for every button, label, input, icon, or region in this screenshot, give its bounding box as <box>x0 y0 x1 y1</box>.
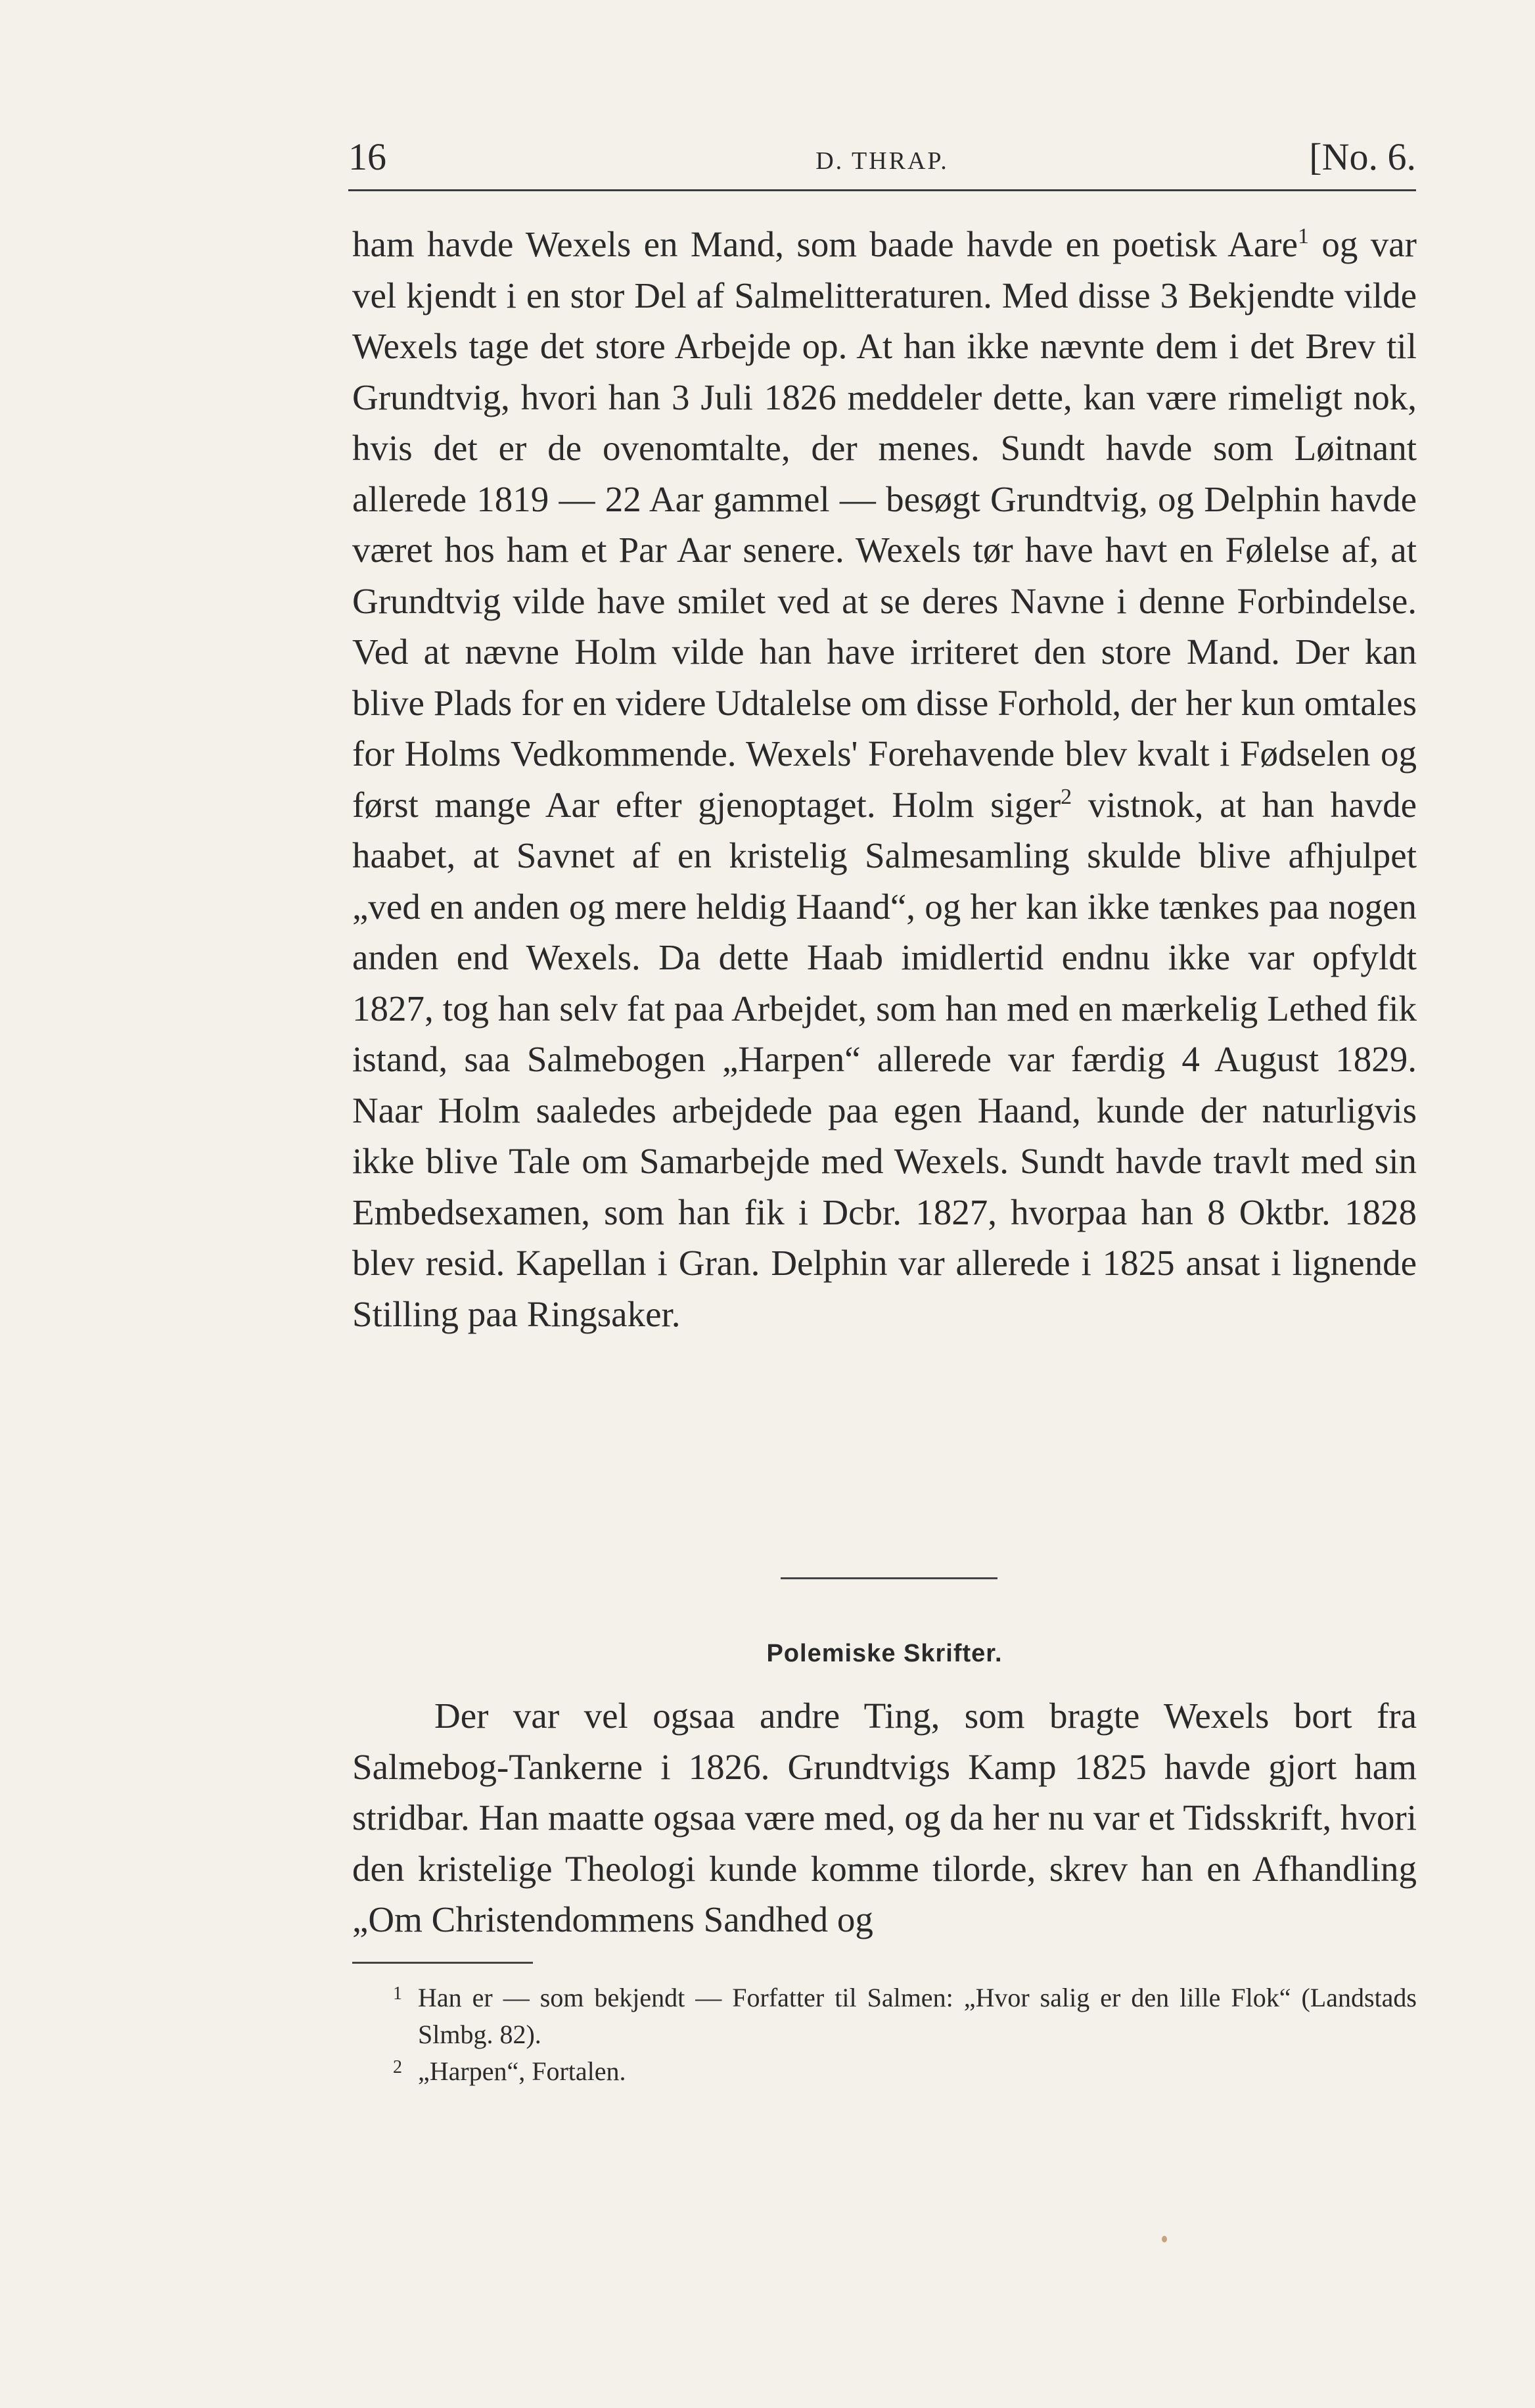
issue-number: [No. 6. <box>1309 135 1416 178</box>
paper-speck <box>1162 2236 1167 2242</box>
section-paragraph: Der var vel ogsaa andre Ting, som bragte Wexels bort fra Salmebog-Tankerne i 1826. Grundtvigs Kamp 1825 havde gjort ham stridbar. Han maatte ogsaa være med, og da her nu var et Tidsskrift, hvori den kristelige Theologi kunde komme tilorde, skrev han en Afhandling „Om Christendommens Sandhed og <box>352 1696 1417 1939</box>
section-divider <box>781 1577 997 1579</box>
page-number: 16 <box>348 135 386 178</box>
main-text <box>352 219 1417 1339</box>
body-text-part-1: ham havde Wexels en Mand, som baade havde en poetisk Aare <box>352 224 1298 264</box>
header-rule <box>348 189 1416 191</box>
footnote-text: Han er — som bekjendt — Forfatter til Salmen: „Hvor salig er den lille Flok“ (Landstads Slmbg. 82). <box>418 1983 1417 2049</box>
footnote-marker-2: 2 <box>1061 784 1072 809</box>
footnote-number: 2 <box>393 2057 402 2077</box>
footnote-text: „Harpen“, Fortalen. <box>418 2056 626 2086</box>
footnote-2 <box>352 2053 1417 2090</box>
footnote-marker-1: 1 <box>1298 224 1310 248</box>
body-text-part-3: vistnok, at han havde haabet, at Savnet af en kristelig Salmesamling skulde blive afhjulpet „ved en anden og mere heldig Haand“, og her kan ikke tænkes paa nogen anden end Wexels. Da dette Haab imidlertid endnu ikke var opfyldt 1827, tog han selv fat paa Arbejdet, som han med en mærkelig Lethed fik istand, saa Salmebogen „Harpen“ allerede var færdig 4 August 1829. Naar Holm saaledes arbejdede paa egen Haand, kunde der naturligvis ikke blive Tale om Samarbejde med Wexels. Sundt havde travlt med sin Embedsexamen, som han fik i Dcbr. 1827, hvorpaa han 8 Oktbr. 1828 blev resid. Kapellan i Gran. Delphin var allerede i 1825 ansat i lignende Stilling paa Ringsaker. <box>352 784 1417 1334</box>
section-text <box>352 1690 1417 1945</box>
page-header <box>348 135 1416 187</box>
footnote-rule <box>352 1962 533 1964</box>
body-text-part-2: og var vel kjendt i en stor Del af Salmelitteraturen. Med disse 3 Bekjendte vilde Wexels tage det store Arbejde op. At han ikke nævnte dem i det Brev til Grundtvig, hvori han 3 Juli 1826 meddeler dette, kan være rimeligt nok, hvis det er de ovenomtalte, der menes. Sundt havde som Løitnant allerede 1819 — 22 Aar gammel — besøgt Grundtvig, og Delphin havde været hos ham et Par Aar senere. Wexels tør have havt en Følelse af, at Grundtvig vilde have smilet ved at se deres Navne i denne Forbindelse. Ved at nævne Holm vilde han have irriteret den store Mand. Der kan blive Plads for en videre Udtalelse om disse Forhold, der her kun omtales for Holms Vedkommende. Wexels' Forehavende blev kvalt i Fødselen og først mange Aar efter gjenoptaget. Holm siger <box>352 224 1417 825</box>
footnotes <box>352 1980 1417 2090</box>
footnote-number: 1 <box>393 1983 402 2004</box>
body-paragraph <box>352 219 1417 1339</box>
section-heading: Polemiske Skrifter. <box>766 1640 1003 1667</box>
running-title: D. THRAP. <box>815 147 949 175</box>
footnote-1 <box>352 1980 1417 2053</box>
